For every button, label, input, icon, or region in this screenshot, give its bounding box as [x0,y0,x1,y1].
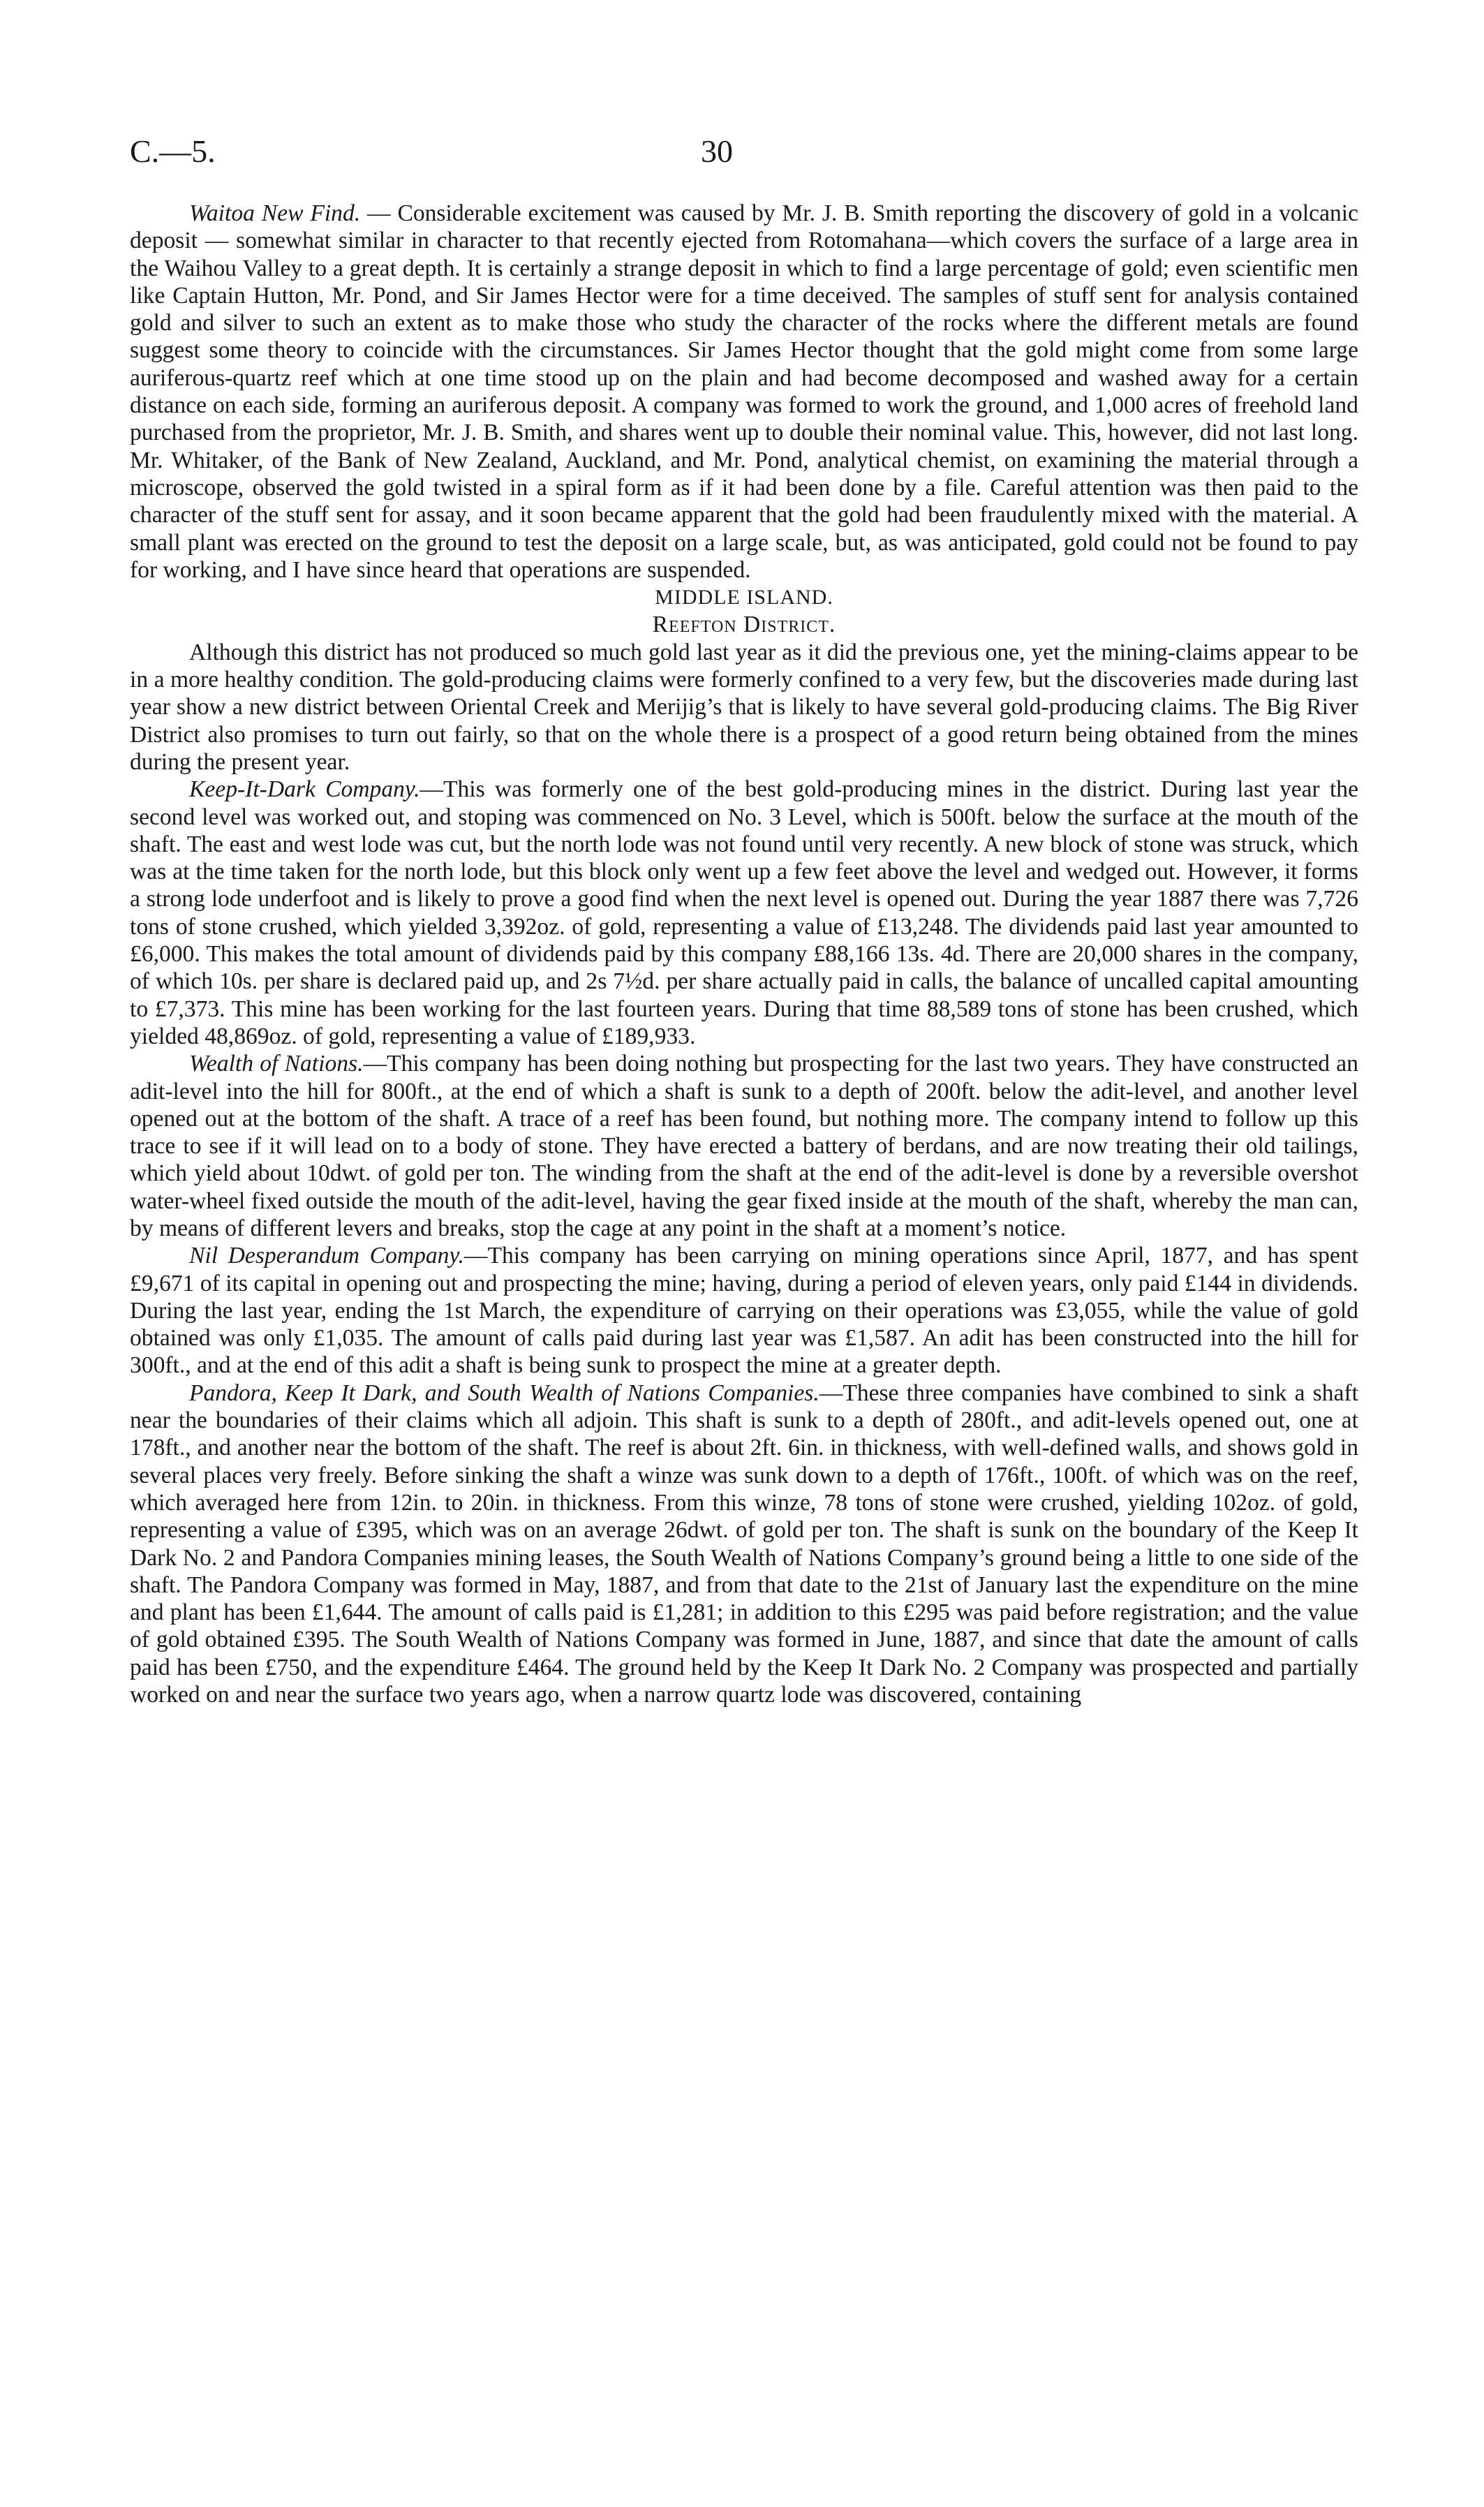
paragraph-keep-it-dark [130,776,1358,1050]
page-header [130,133,1358,182]
paragraph-text: —This company has been carrying on mining operations since April, 1877, and has spent £9,671 of its capital in opening out and prospecting the mine; having, during a period of eleven years, only paid £144 in dividends. During the last year, ending the 1st March, the expenditure of carrying on their operations was £3,055, while the value of gold obtained was only £1,035. The amount of calls paid during last year was £1,587. An adit has been constructed into the hill for 300ft., and at the end of this adit a shaft is being sunk to prospect the mine at a greater depth. [130,1243,1358,1379]
paragraph-wealth-of-nations [130,1050,1358,1242]
section-heading-middle-island: MIDDLE ISLAND. [655,586,833,609]
paragraph-nil-desperandum [130,1242,1358,1379]
paragraph-waitoa [130,200,1358,584]
page-body [130,200,1358,1708]
paragraph-title: Wealth of Nations. [189,1051,364,1077]
document-code: C.—5. [130,133,216,169]
page-number: 30 [701,133,733,169]
paragraph-pandora [130,1380,1358,1709]
section-heading-reefton-district: Reefton District. [652,612,836,638]
paragraph-text: —These three companies have combined to sink a shaft near the boundaries of their claims which all adjoin. This shaft is sunk to a depth of 280ft., and adit-levels opened out, one at 178ft., and another near the bottom of the shaft. The reef is about 2ft. 6in. in thickness, with well-defined walls, and shows gold in several places very freely. Before sinking the shaft a winze was sunk down to a depth of 176ft., 100ft. of which was on the reef, which averaged here from 12in. to 20in. in thickness. From this winze, 78 tons of stone were crushed, yielding 102oz. of gold, representing a value of £395, which was on an average 26dwt. of gold per ton. The shaft is sunk on the boundary of the Keep It Dark No. 2 and Pandora Companies mining leases, the South Wealth of Nations Company’s ground being a little to one side of the shaft. The Pandora Company was formed in May, 1887, and from that date to the 21st of January last the expenditure on the mine and plant has been £1,644. The amount of calls paid is £1,281; in addition to this £295 was paid before registration; and the value of gold obtained £395. The South Wealth of Nations Company was formed in June, 1887, and since that date the amount of calls paid has been £750, and the expenditure £464. The ground held by the Keep It Dark No. 2 Company was prospected and partially worked on and near the surface two years ago, when a narrow quartz lode was discovered, containing [130,1380,1359,1708]
paragraph-text: —This company has been doing nothing but prospecting for the last two years. They have constructed an adit-level into the hill for 800ft., at the end of which a shaft is sunk to a depth of 200ft. below the adit-level, and another level opened out at the bottom of the shaft. A trace of a reef has been found, but nothing more. The company intend to follow up this trace to see if it will lead on to a body of stone. They have erected a battery of berdans, and are now treating their old tailings, which yield about 10dwt. of gold per ton. The winding from the shaft at the end of the adit-level is done by a reversible overshot water-wheel fixed outside the mouth of the adit-level, having the gear fixed inside at the mouth of the shaft, whereby the man can, by means of different levers and breaks, stop the cage at any point in the shaft at a moment’s notice. [130,1051,1358,1241]
paragraph-text: — Considerable excitement was caused by Mr. J. B. Smith reporting the discovery of gold in a volcanic deposit — somewhat similar in character to that recently ejected from Rotomahana—which covers the surface of a large area in the Waihou Valley to a great depth. It is certainly a strange deposit in which to find a large percentage of gold; even scientific men like Captain Hutton, Mr. Pond, and Sir James Hector were for a time deceived. The samples of stuff sent for analysis contained gold and silver to such an extent as to make those who study the character of the rocks where the different metals are found suggest some theory to coincide with the circumstances. Sir James Hector thought that the gold might come from some large auriferous-quartz reef which at one time stood up on the plain and had become decomposed and washed away for a certain distance on each side, forming an auriferous deposit. A company was formed to work the ground, and 1,000 acres of freehold land purchased from the proprietor, Mr. J. B. Smith, and shares went up to double their nominal value. This, however, did not last long. Mr. Whitaker, of the Bank of New Zealand, Auckland, and Mr. Pond, analytical chemist, on examining the material through a microscope, observed the gold twisted in a spiral form as if it had been done by a file. Careful attention was then paid to the character of the stuff sent for assay, and it soon became apparent that the gold had been fraudulently mixed with the material. A small plant was erected on the ground to test the deposit on a large scale, but, as was anticipated, gold could not be found to pay for working, and I have since heard that operations are suspended. [130,200,1358,583]
paragraph-reefton-intro: Although this district has not produced so much gold last year as it did the previous one, yet the mining-claims appear to be in a more healthy condition. The gold-producing claims were formerly confined to a very few, but the discoveries made during last year show a new district between Oriental Creek and Merijig’s that is likely to have several gold-producing claims. The Big River District also promises to turn out fairly, so that on the whole there is a prospect of a good return being obtained from the mines during the present year. [130,639,1358,775]
paragraph-title: Nil Desperandum Company. [189,1243,464,1269]
paragraph-text: —This was formerly one of the best gold-producing mines in the district. During last year the second level was worked out, and stoping was commenced on No. 3 Level, which is 500ft. below the surface at the mouth of the shaft. The east and west lode was cut, but the north lode was not found until very recently. A new block of stone was struck, which was at the time taken for the north lode, but this block only went up a few feet above the level and wedged out. However, it forms a strong lode underfoot and is likely to prove a good find when the next level is opened out. During the year 1887 there was 7,726 tons of stone crushed, which yielded 3,392oz. of gold, representing a value of £13,248. The dividends paid last year amounted to £6,000. This makes the total amount of dividends paid by this company £88,166 13s. 4d. There are 20,000 shares in the company, of which 10s. per share is declared paid up, and 2s 7½d. per share actually paid in calls, the balance of uncalled capital amounting to £7,373. This mine has been working for the last fourteen years. During that time 88,589 tons of stone has been crushed, which yielded 48,869oz. of gold, representing a value of £189,933. [130,776,1358,1049]
paragraph-title: Pandora, Keep It Dark, and South Wealth of Nations Companies. [189,1380,819,1406]
paragraph-title: Keep-It-Dark Company. [189,776,420,803]
paragraph-title: Waitoa New Find. [189,200,361,226]
